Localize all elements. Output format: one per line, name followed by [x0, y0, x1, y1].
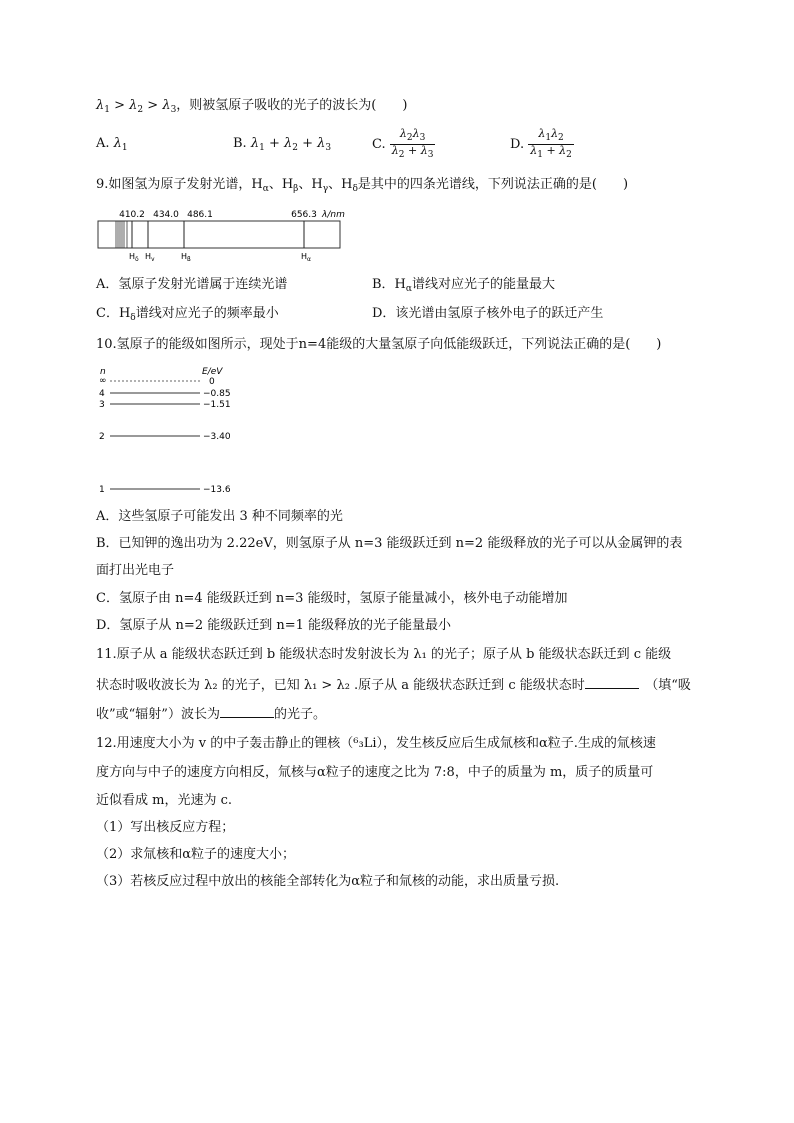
q11-line3: 收”或“辐射”）波长为 的光子。: [96, 704, 326, 725]
energy-level-diagram: [98, 365, 248, 495]
spectrum-value-2: 486.1: [187, 210, 213, 220]
q12-line1: 12.用速度大小为 v 的中子轰击静止的锂核（⁶₃Li），发生核反应后生成氚核和α粒子.生成的氚核速: [96, 736, 656, 751]
q10-option-c: C．氢原子由 n=4 能级跃迁到 n=3 能级时，氢原子能量减小，核外电子动能增加: [96, 591, 568, 606]
svg-text:Hα: $H_\alpha$: [301, 252, 311, 261]
q10-option-d: D．氢原子从 n=2 能级跃迁到 n=1 能级释放的光子能量最小: [96, 618, 452, 633]
svg-text:Hγ: $H_\gamma$: [145, 252, 155, 261]
q8-option-c: C. $\frac{\lambda_2\lambda_3}{\lambda_2 + \lambda_3}$: [372, 127, 434, 160]
q12-sub2: （2）求氚核和α粒子的速度大小；: [96, 847, 296, 862]
q10-option-b-line1: B．已知钾的逸出功为 2.22eV，则氢原子从 n=3 能级跃迁到 n=2 能级释放的光子可以从金属钾的表: [96, 536, 683, 551]
q11-line2: 状态时吸收波长为 λ₂ 的光子，已知 λ₁ > λ₂ .原子从 a 能级状态跃迁到 c 能级状态时 （填“吸: [96, 675, 691, 696]
q11-blank-1: [585, 675, 639, 689]
q8-option-d: D. $\frac{\lambda_1\lambda_2}{\lambda_1 + \lambda_2}$: [510, 127, 572, 160]
q10-option-b-line2: 面打出光电子: [96, 563, 175, 578]
spectrum-unit: λ/nm: [322, 210, 345, 220]
svg-text:∞: ∞: [99, 376, 107, 386]
svg-text:−3.40: −3.40: [203, 432, 231, 442]
spectrum-value-1: 434.0: [153, 210, 179, 220]
svg-text:Hβ: $H_\beta$: [181, 252, 191, 261]
spectrum-value-3: 656.3: [291, 210, 317, 220]
diagram-n-label: n: [100, 367, 106, 377]
q9-option-c: C．$H_\delta$谱线对应光子的频率最小: [96, 306, 279, 323]
svg-text:3: 3: [99, 400, 105, 410]
q12-line3: 近似看成 m，光速为 c.: [96, 793, 233, 808]
svg-text:Hδ: $H_\delta$: [129, 252, 139, 261]
svg-text:−13.6: −13.6: [203, 485, 231, 495]
q12-sub1: （1）写出核反应方程；: [96, 820, 235, 835]
q11-line1: 11.原子从 a 能级状态跃迁到 b 能级状态时发射波长为 λ₁ 的光子；原子从 b 能级状态跃迁到 c 能级: [96, 647, 672, 662]
q8-stem: $\lambda_1 > \lambda_2 > \lambda_3$，则被氢原子吸收的光子的波长为( ): [96, 98, 408, 115]
svg-text:4: 4: [99, 389, 105, 399]
svg-text:−0.85: −0.85: [203, 389, 231, 399]
q9-option-d: D．该光谱由氢原子核外电子的跃迁产生: [372, 306, 604, 321]
spectrum-value-0: 410.2: [119, 210, 145, 220]
q10-option-a: A．这些氢原子可能发出 3 种不同频率的光: [96, 509, 343, 524]
q8-option-b: B. $\lambda_1 + \lambda_2 + \lambda_3$: [233, 136, 332, 153]
q8-option-a: A. $\lambda_1$: [96, 136, 128, 153]
svg-text:1: 1: [99, 485, 105, 495]
q9-option-a: A．氢原子发射光谱属于连续光谱: [96, 277, 288, 292]
q9-stem: 9.如图氢为原子发射光谱，$H_\alpha$、$H_\beta$、$H_\gamma$、$H_\delta$是其中的四条光谱线，下列说法正确的是( ): [96, 177, 629, 194]
svg-text:0: 0: [209, 377, 215, 387]
svg-text:−1.51: −1.51: [203, 400, 231, 410]
svg-text:2: 2: [99, 432, 105, 442]
q12-sub3: （3）若核反应过程中放出的核能全部转化为α粒子和氚核的动能，求出质量亏损.: [96, 874, 560, 889]
q10-stem: 10.氢原子的能级如图所示，现处于n=4能级的大量氢原子向低能级跃迁，下列说法正确的是( ): [96, 337, 662, 352]
q12-line2: 度方向与中子的速度方向相反，氚核与α粒子的速度之比为 7:8，中子的质量为 m，质子的质量可: [96, 765, 654, 780]
q9-option-b: B．$H_\alpha$谱线对应光子的能量最大: [372, 277, 555, 294]
diagram-e-label: E/eV: [202, 367, 223, 377]
hydrogen-spectrum-figure: [96, 205, 366, 261]
q11-blank-2: [220, 704, 274, 718]
